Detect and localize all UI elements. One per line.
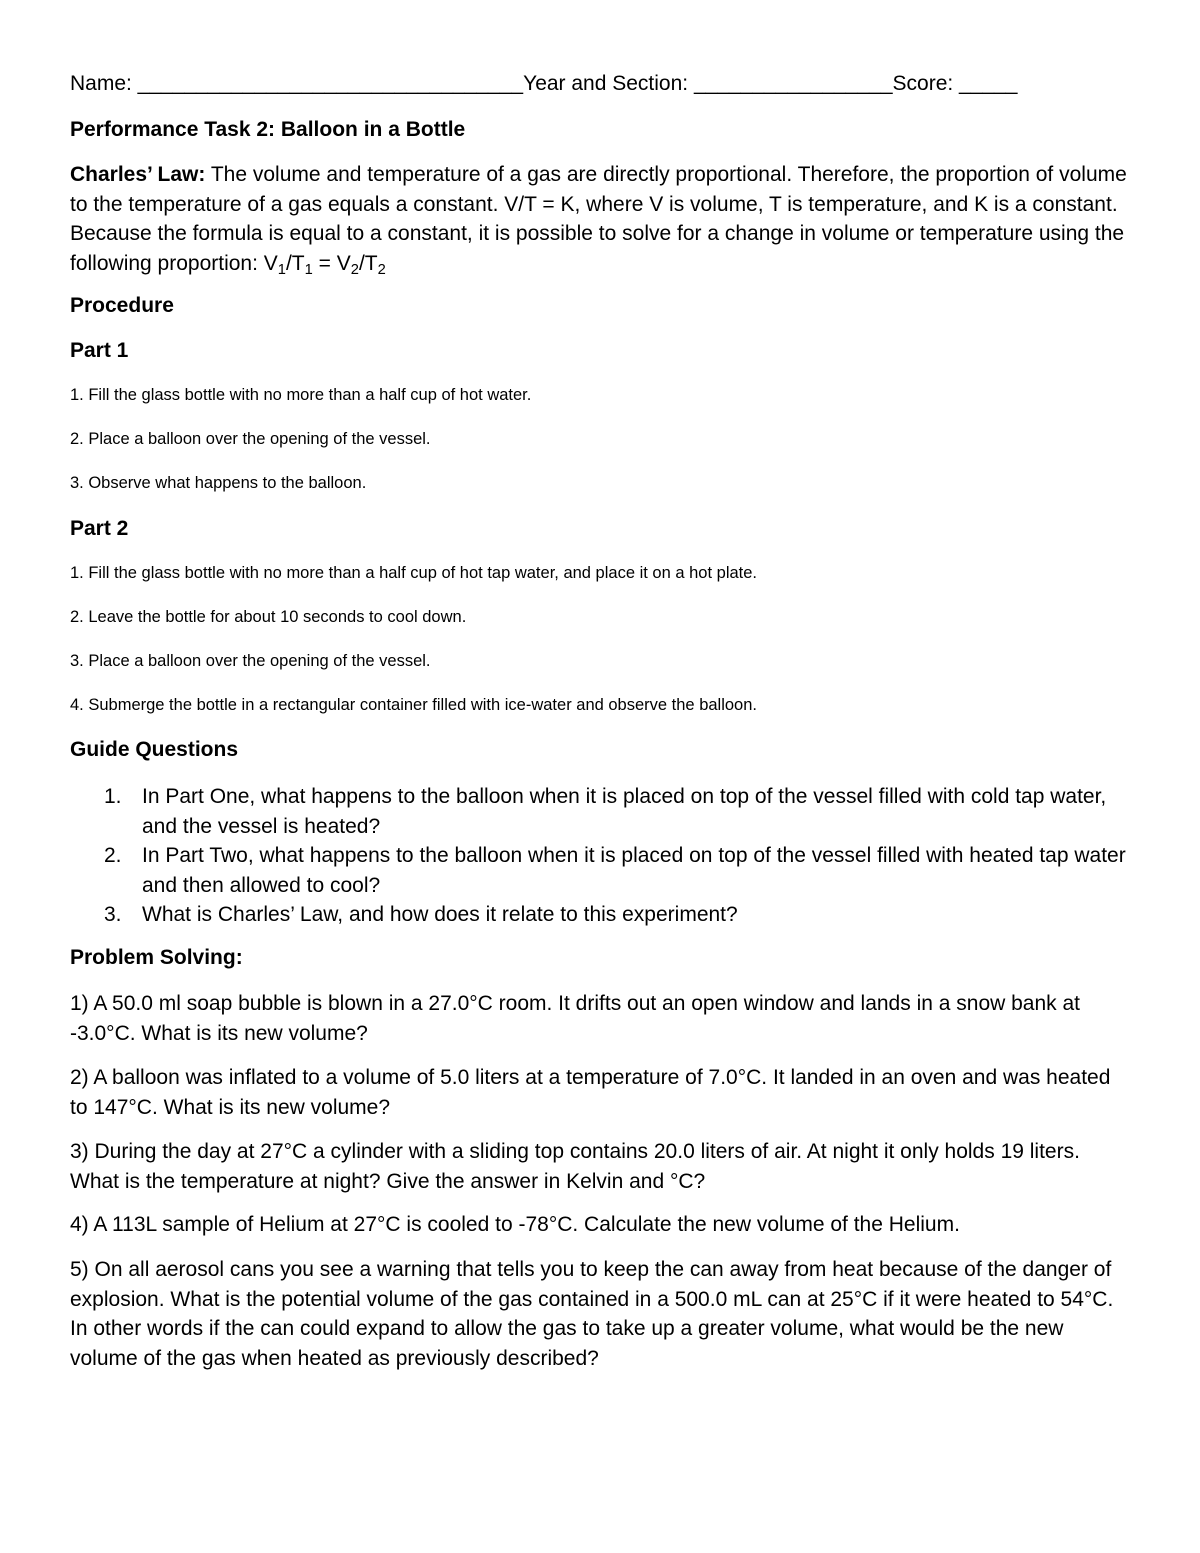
charles-law-paragraph	[70, 160, 1130, 279]
problem-item: 5) On all aerosol cans you see a warning that tells you to keep the can away from heat because of the danger of explosion. What is the potential volume of the gas contained in a 500.0 mL can at 25°C if it were heated to 54°C. In other words if the can could expand to allow the gas to take up a greater volume, what would be the new volume of the gas when heated as previously described?	[70, 1258, 1114, 1370]
part2-heading: Part 2	[70, 517, 129, 540]
part1-step: 3. Observe what happens to the balloon.	[70, 474, 367, 492]
part1-step: 1. Fill the glass bottle with no more than a half cup of hot water.	[70, 386, 532, 404]
problem-item: 3) During the day at 27°C a cylinder with a sliding top contains 20.0 liters of air. At night it only holds 19 liters. What is the temperature at night? Give the answer in Kelvin and °C?	[70, 1140, 1080, 1193]
part2-step: 4. Submerge the bottle in a rectangular container filled with ice-water and observe the balloon.	[70, 696, 757, 714]
charles-law-formula: $V_1/T_1 = V_2/T_2$	[263, 252, 386, 279]
part2-step: 3. Place a balloon over the opening of the vessel.	[70, 652, 431, 670]
part2-step: 2. Leave the bottle for about 10 seconds to cool down.	[70, 608, 467, 626]
year-section-label: Year and Section: _________________	[523, 72, 893, 95]
guide-question: 2. In Part Two, what happens to the balloon when it is placed on top of the vessel filled with heated tap water and then allowed to cool?	[104, 844, 1126, 897]
charles-law-term: Charles’ Law:	[70, 163, 206, 186]
part1-step: 2. Place a balloon over the opening of the vessel.	[70, 430, 431, 448]
procedure-heading: Procedure	[70, 294, 174, 317]
part2-step: 1. Fill the glass bottle with no more than a half cup of hot tap water, and place it on a hot plate.	[70, 564, 758, 582]
problem-item: 4) A 113L sample of Helium at 27°C is cooled to -78°C. Calculate the new volume of the Helium.	[70, 1213, 960, 1236]
name-label: Name: _________________________________	[70, 72, 524, 95]
problem-solving-heading: Problem Solving:	[70, 946, 243, 969]
guide-question: 3. What is Charles’ Law, and how does it relate to this experiment?	[104, 903, 738, 926]
charles-law-text: The volume and temperature of a gas are directly proportional. Therefore, the proportion of volume to the temperature of a gas equals a constant. V/T = K, where V is volume, T is temperature, and K is a constant. Because the formula is equal to a constant, it is possible to solve for a change in volume or temperature using the following proportion:	[70, 163, 1127, 276]
score-label: Score: _____	[892, 72, 1018, 95]
problem-item: 2) A balloon was inflated to a volume of 5.0 liters at a temperature of 7.0°C. It landed in an oven and was heated to 147°C. What is its new volume?	[70, 1066, 1111, 1119]
part1-heading: Part 1	[70, 339, 129, 362]
page-title: Performance Task 2: Balloon in a Bottle	[70, 118, 466, 141]
problem-item: 1) A 50.0 ml soap bubble is blown in a 27.0°C room. It drifts out an open window and lands in a snow bank at -3.0°C. What is its new volume?	[70, 992, 1081, 1045]
guide-questions-heading: Guide Questions	[70, 738, 239, 761]
header-line	[70, 72, 1017, 96]
guide-question: 1. In Part One, what happens to the balloon when it is placed on top of the vessel filled with cold tap water, and the vessel is heated?	[104, 785, 1107, 838]
